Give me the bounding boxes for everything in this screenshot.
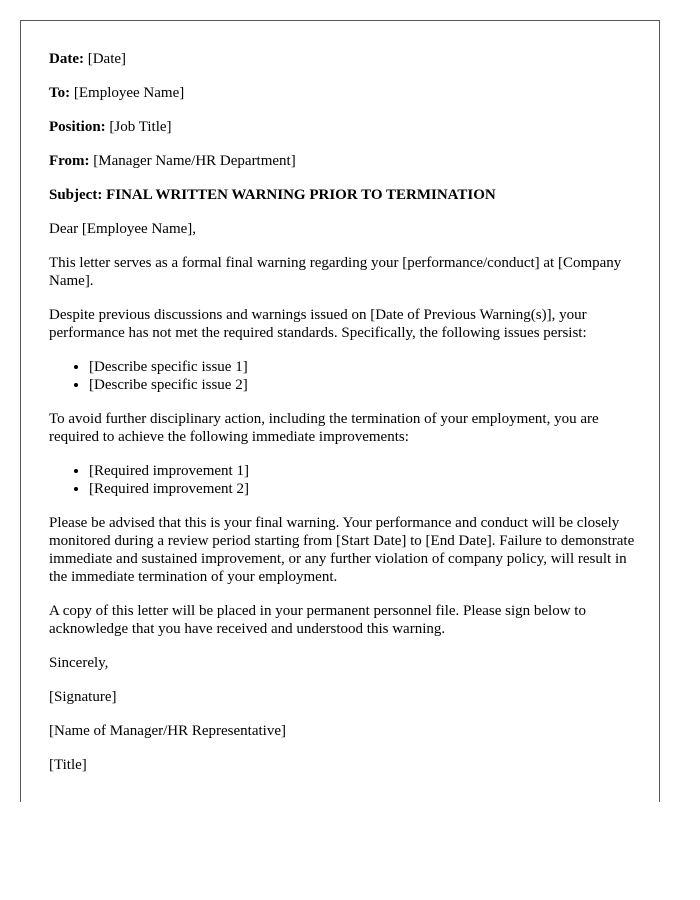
issues-list xyxy=(49,358,639,394)
date-label: Date: xyxy=(49,51,84,67)
letter-page xyxy=(20,20,660,802)
list-item: • [Describe specific issue 1] xyxy=(89,358,639,376)
paragraph-final-warning: Please be advised that this is your final warning. Your performance and conduct will be closely monitored during a review period starting from [Start Date] to [End Date]. Failure to demonstrate immediate and sustained improvement, or any further violation of company policy, will result in the immediate termination of your employment. xyxy=(49,515,635,585)
to-value: [Employee Name] xyxy=(73,85,185,101)
position-line xyxy=(49,118,639,136)
improvements-list xyxy=(49,462,639,498)
signer-title: [Title] xyxy=(49,757,87,773)
list-item: • [Required improvement 1] xyxy=(89,462,639,480)
to-label: To: xyxy=(49,85,71,101)
date-value: [Date] xyxy=(87,51,127,67)
subject-value: FINAL WRITTEN WARNING PRIOR TO TERMINATION xyxy=(106,187,496,203)
paragraph-acknowledge: A copy of this letter will be placed in your permanent personnel file. Please sign below to acknowledge that you have received and understood this warning. xyxy=(49,603,586,637)
to-line xyxy=(49,84,639,102)
signer-name: [Name of Manager/HR Representative] xyxy=(49,723,286,739)
signature-line: [Signature] xyxy=(49,689,117,705)
list-item: • [Required improvement 2] xyxy=(89,480,639,498)
subject-line xyxy=(49,186,639,204)
from-line xyxy=(49,152,639,170)
paragraph-improvements-intro: To avoid further disciplinary action, including the termination of your employment, you are required to achieve the following immediate improvements: xyxy=(49,411,599,445)
position-value: [Job Title] xyxy=(109,119,172,135)
salutation: Dear [Employee Name], xyxy=(49,221,197,237)
letter-content xyxy=(49,50,639,790)
sign-off: Sincerely, xyxy=(49,655,109,671)
paragraph-intro: This letter serves as a formal final warning regarding your [performance/conduct] at [Company Name]. xyxy=(49,255,622,289)
position-label: Position: xyxy=(49,119,106,135)
from-value: [Manager Name/HR Department] xyxy=(93,153,296,169)
list-item: • [Describe specific issue 2] xyxy=(89,376,639,394)
subject-label: Subject: xyxy=(49,187,103,203)
date-line xyxy=(49,50,639,68)
from-label: From: xyxy=(49,153,90,169)
paragraph-issues-intro: Despite previous discussions and warnings issued on [Date of Previous Warning(s)], your performance has not met the required standards. Specifically, the following issues persist: xyxy=(49,307,587,341)
